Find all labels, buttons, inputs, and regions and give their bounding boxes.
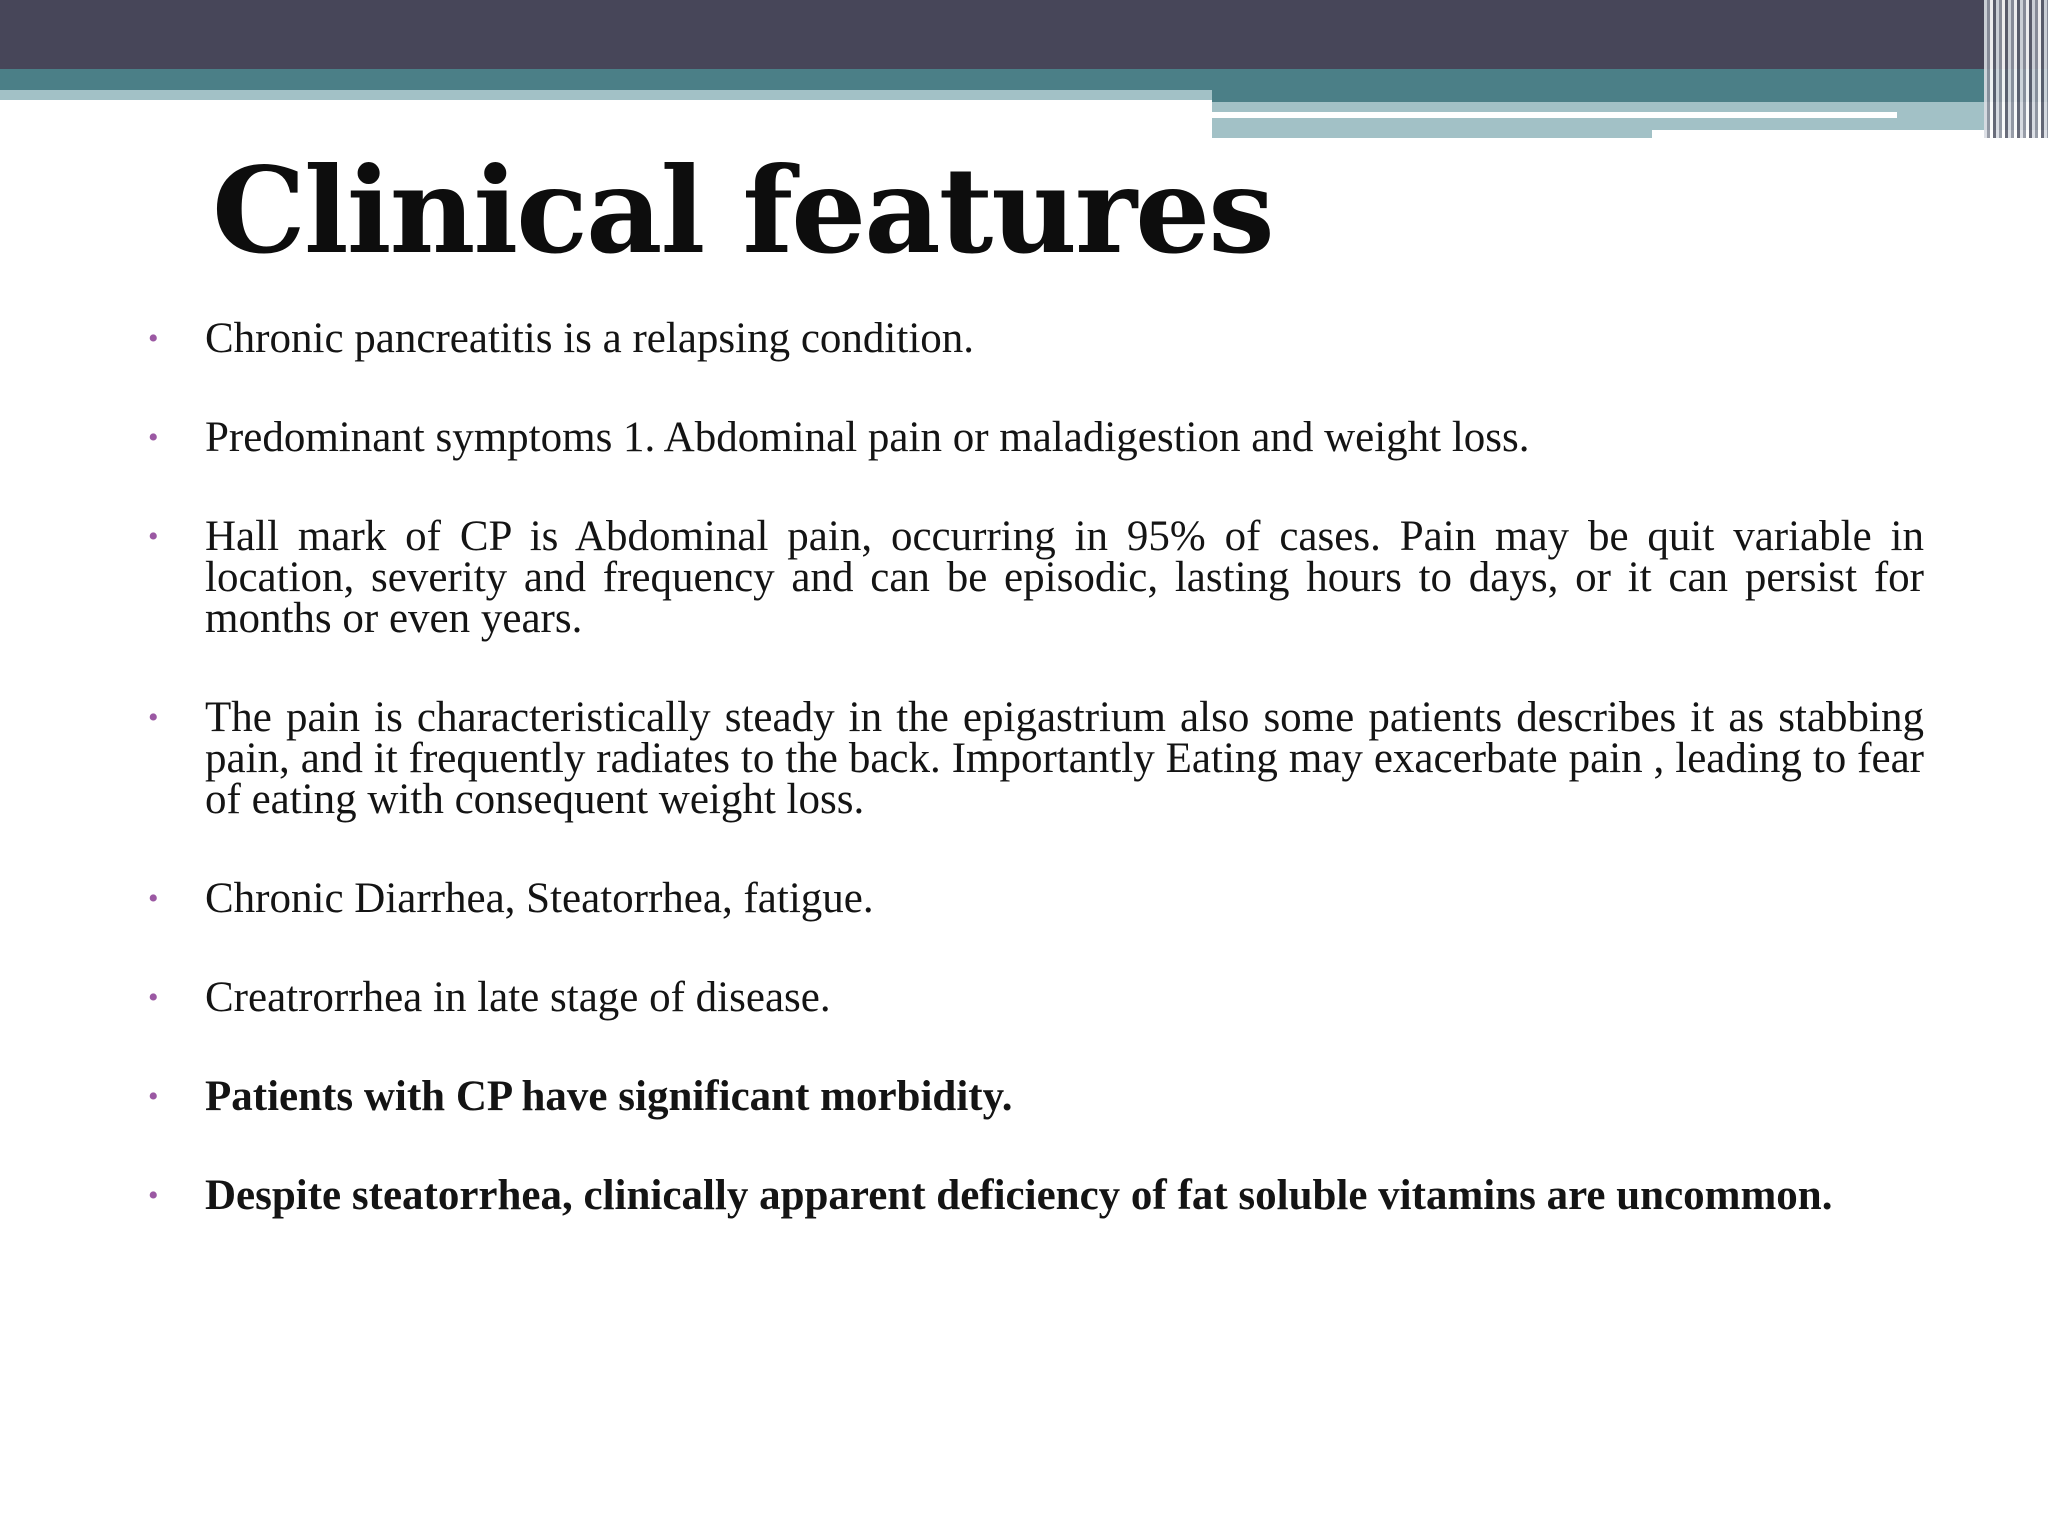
bullet-marker-icon: •: [148, 981, 159, 1014]
bullet-list: [148, 315, 1924, 1274]
bullet-text: Chronic Diarrhea, Steatorrhea, fatigue.: [205, 875, 874, 922]
header-stripes: [1984, 0, 2048, 138]
bullet-marker-icon: •: [148, 701, 159, 734]
bullet-text: Creatrorrhea in late stage of disease.: [205, 974, 831, 1021]
bullet-text: Despite steatorrhea, clinically apparent deficiency of fat soluble vitamins are uncommon.: [205, 1172, 1833, 1219]
bullet-marker-icon: •: [148, 882, 159, 915]
header-bar-teal: [0, 69, 2048, 90]
bullet-text: Predominant symptoms 1. Abdominal pain or maladigestion and weight loss.: [205, 414, 1530, 461]
bullet-text: Patients with CP have significant morbidity.: [205, 1073, 1013, 1120]
bullet-item: [148, 1172, 1924, 1219]
header-accent-line: [1212, 112, 1897, 118]
bullet-text: The pain is characteristically steady in the epigastrium also some patients describes it as stabbing pain, and it frequently radiates to the back. Importantly Eating may exacerbate pain , leading to fear of eating with consequent weight loss.: [205, 694, 1924, 823]
bullet-marker-icon: •: [148, 421, 159, 454]
bullet-marker-icon: •: [148, 1080, 159, 1113]
header-bar-dark: [0, 0, 2048, 69]
bullet-marker-icon: •: [148, 322, 159, 355]
bullet-text: Hall mark of CP is Abdominal pain, occurring in 95% of cases. Pain may be quit variable in location, severity and frequency and can be episodic, lasting hours to days, or it can persist for months or even years.: [205, 513, 1924, 642]
bullet-item: [148, 974, 1924, 1021]
bullet-marker-icon: •: [148, 1179, 159, 1212]
bullet-item: [148, 694, 1924, 823]
bullet-item: [148, 1073, 1924, 1120]
bullet-item: [148, 513, 1924, 642]
bullet-item: [148, 875, 1924, 922]
header-bar-right-teal: [1212, 90, 2048, 102]
slide-title: Clinical features: [212, 141, 1273, 280]
bullet-text: Chronic pancreatitis is a relapsing condition.: [205, 315, 975, 362]
bullet-marker-icon: •: [148, 520, 159, 553]
bullet-item: [148, 315, 1924, 362]
bullet-item: [148, 414, 1924, 461]
header-bar-teal-light: [0, 90, 1212, 100]
